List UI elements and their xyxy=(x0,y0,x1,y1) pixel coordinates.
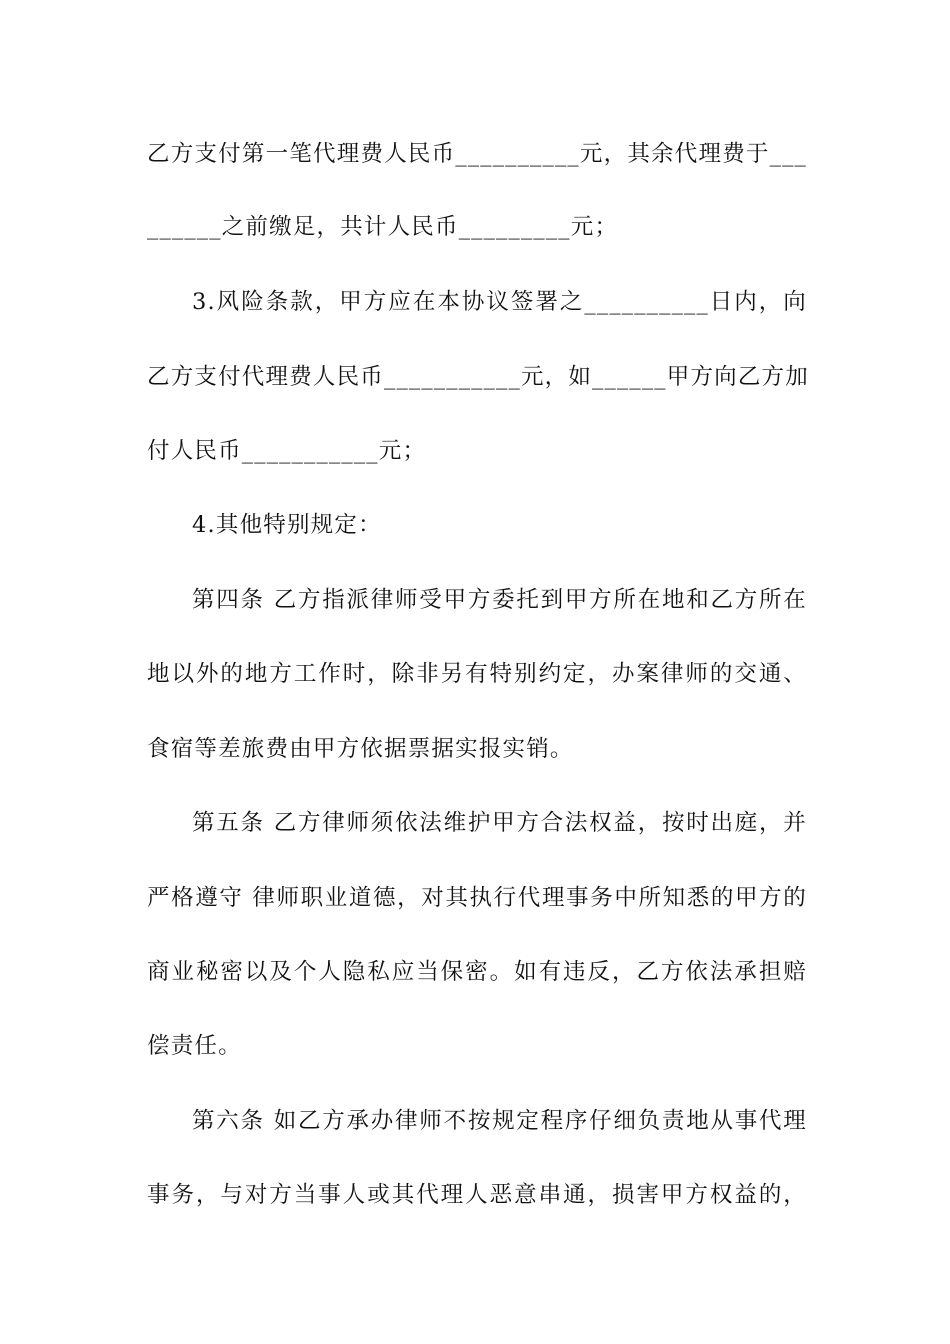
text-line: 事务，与对方当事人或其代理人恶意串通，损害甲方权益的， xyxy=(147,1182,807,1208)
text-line: 偿责任。 xyxy=(147,1033,242,1059)
article-6-heading-line: 第六条 如乙方承办律师不按规定程序仔细负责地从事代理 xyxy=(192,1108,807,1134)
text-line: 地以外的地方工作时，除非另有特别约定，办案律师的交通、 xyxy=(147,661,807,687)
text-line: 乙方支付第一笔代理费人民币__________元，其余代理费于___ xyxy=(147,141,807,167)
text-line: 食宿等差旅费由甲方依据票据实报实销。 xyxy=(147,736,574,762)
text-line: 付人民币___________元； xyxy=(147,438,427,464)
article-5-heading-line: 第五条 乙方律师须依法维护甲方合法权益，按时出庭，并 xyxy=(192,810,807,836)
paragraph-start-line: 3.风险条款，甲方应在本协议签署之__________日内，向 xyxy=(192,289,807,315)
text-line: 严格遵守 律师职业道德，对其执行代理事务中所知悉的甲方的 xyxy=(147,885,807,911)
text-line: 乙方支付代理费人民币___________元，如______甲方向乙方加 xyxy=(147,364,809,390)
paragraph-start-line: 4.其他特别规定： xyxy=(192,512,382,538)
text-line: ______之前缴足，共计人民币_________元； xyxy=(147,214,619,240)
text-line: 商业秘密以及个人隐私应当保密。如有违反，乙方依法承担赔 xyxy=(147,959,807,985)
article-4-heading-line: 第四条 乙方指派律师受甲方委托到甲方所在地和乙方所在 xyxy=(192,587,807,613)
